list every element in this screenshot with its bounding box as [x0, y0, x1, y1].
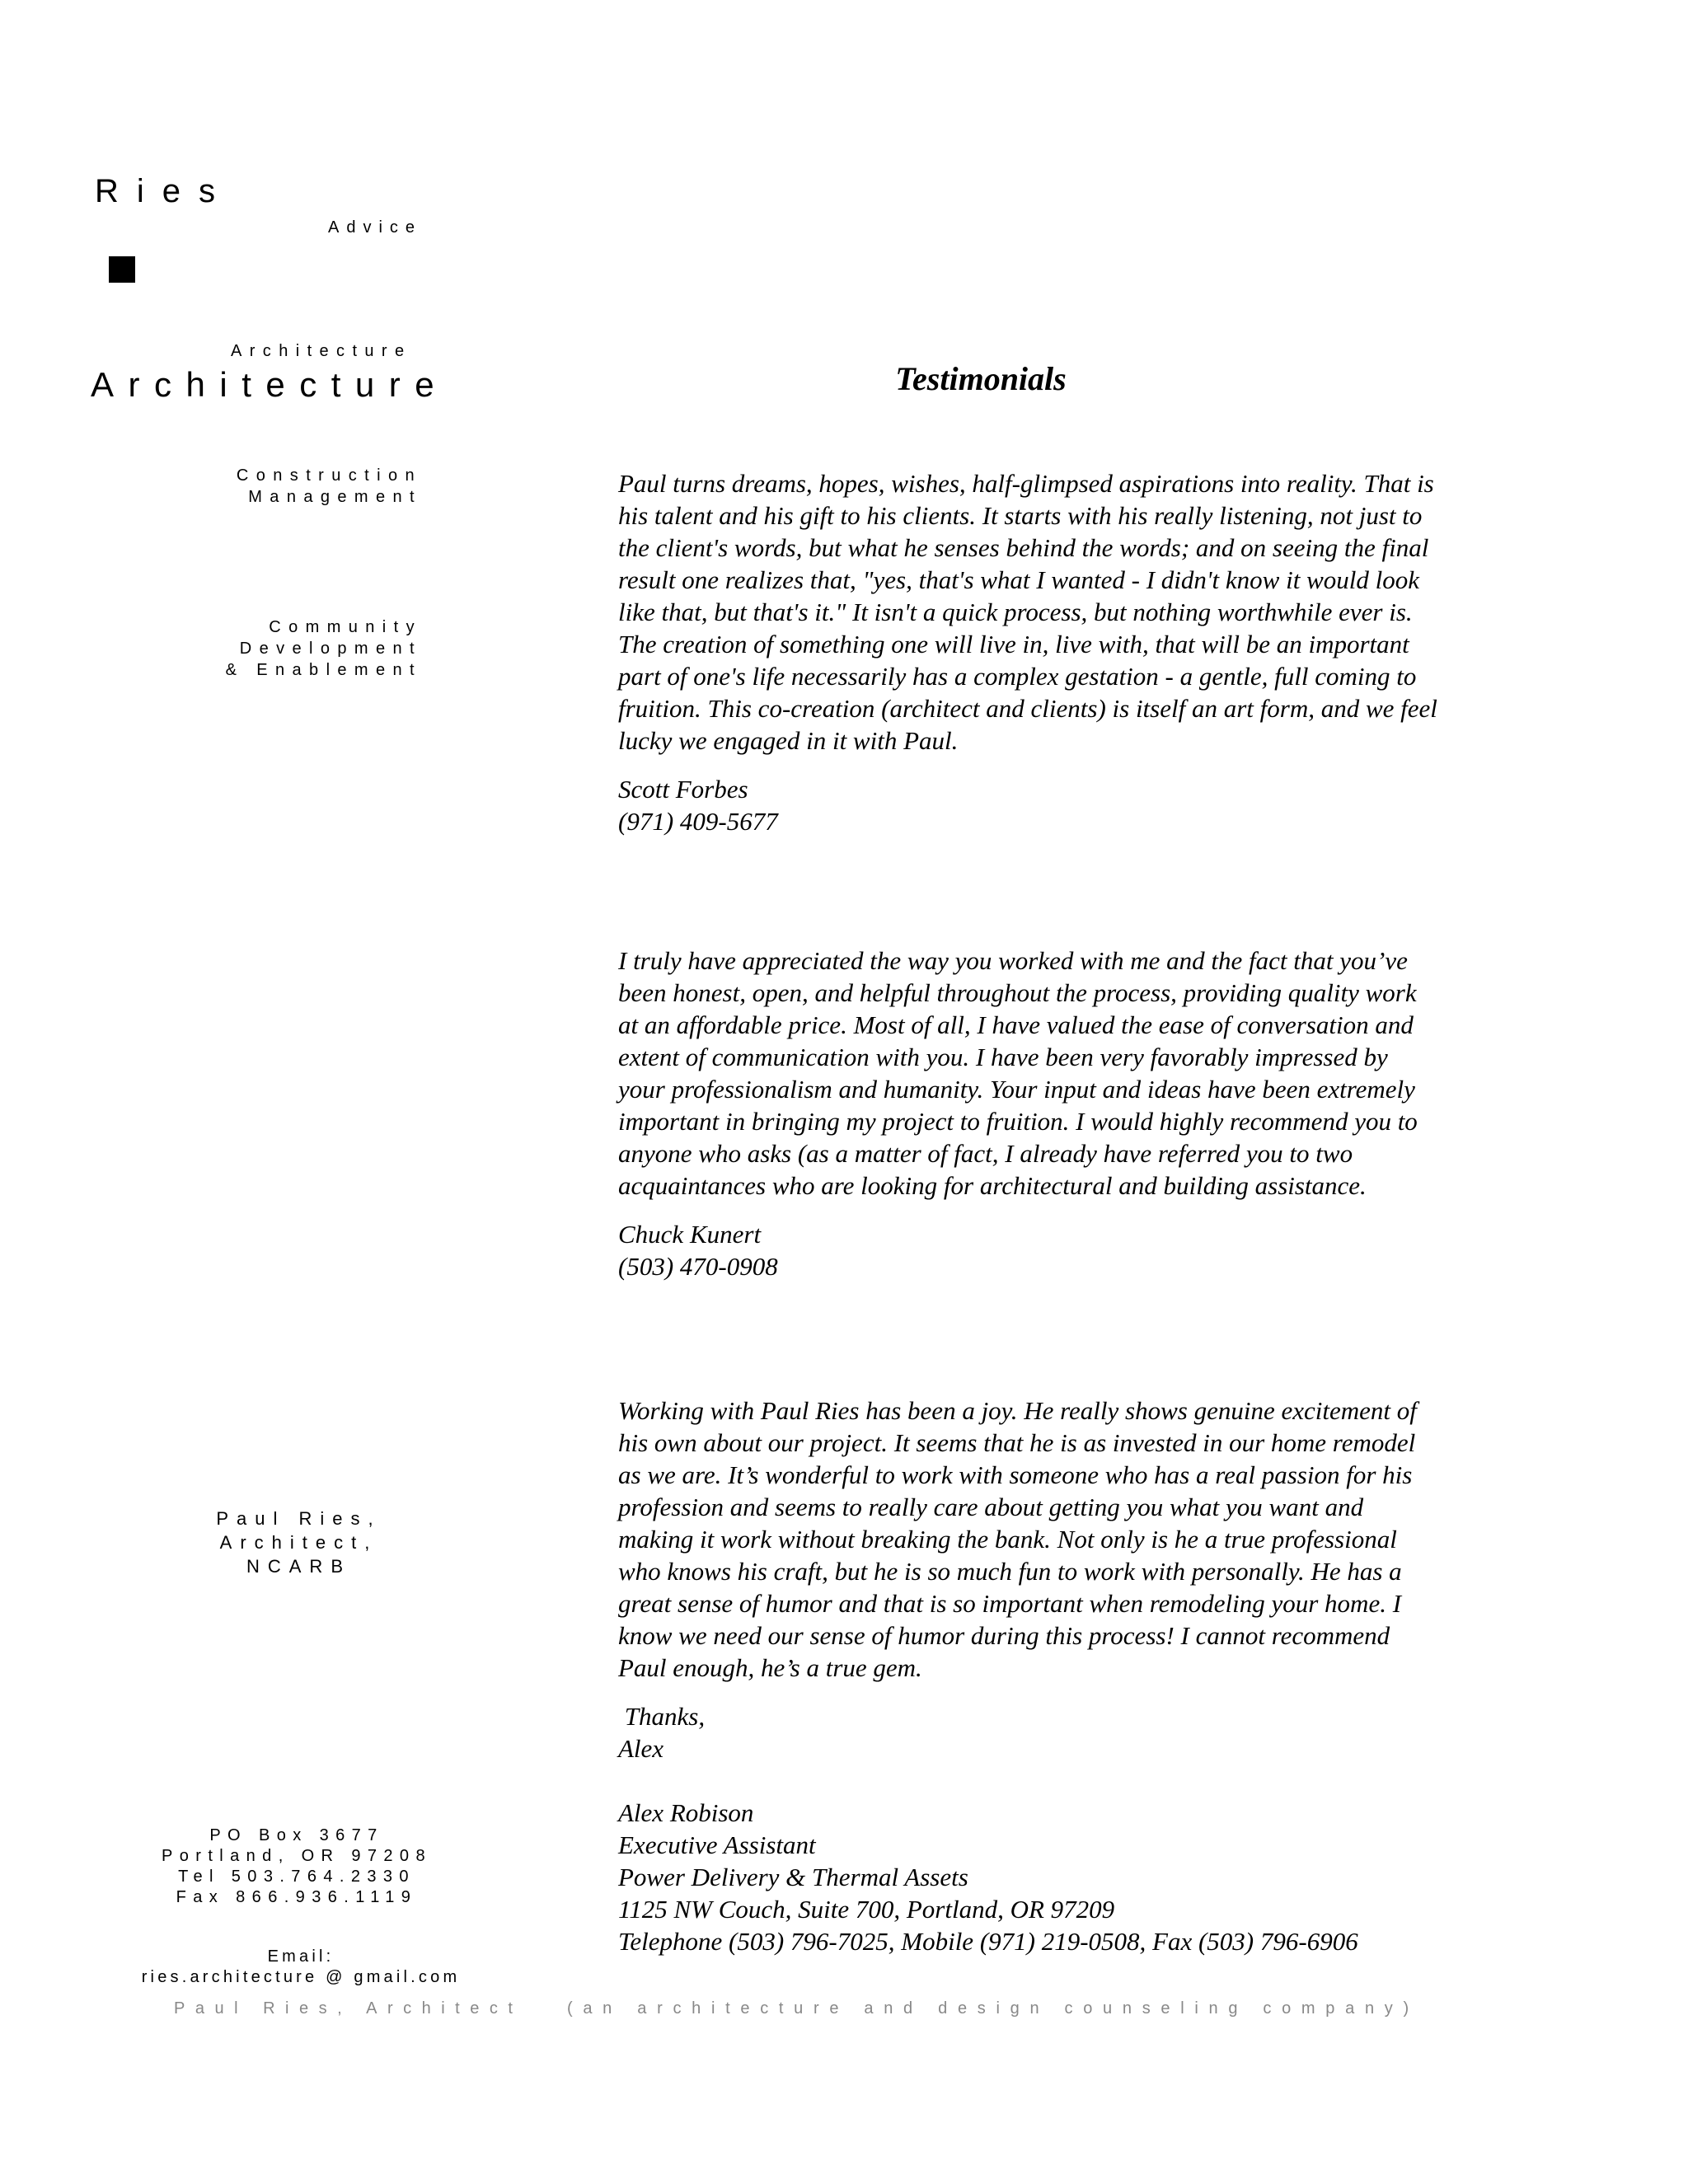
testimonial-line: making it work without breaking the bank. Not only is he a true professional: [618, 1525, 1397, 1554]
credential-line: Paul Ries,: [216, 1508, 382, 1529]
testimonial-line: the client's words, but what he senses behind the words; and on seeing the final: [618, 533, 1429, 562]
credential-line: Architect,: [219, 1532, 378, 1553]
address-line: Tel 503.764.2330: [178, 1868, 415, 1886]
email-label: Email:: [267, 1947, 335, 1966]
testimonial-alex-robison: [618, 1394, 1521, 1957]
email-address[interactable]: ries.architecture @ gmail.com: [141, 1968, 461, 1986]
testimonial-line: The creation of something one will live in, live with, that will be an important: [618, 630, 1409, 658]
testimonial-line: extent of communication with you. I have been very favorably impressed by: [618, 1043, 1388, 1071]
signature-name: Scott Forbes: [618, 775, 748, 804]
testimonial-line: as we are. It’s wonderful to work with someone who has a real passion for his: [618, 1460, 1413, 1489]
testimonial-line: know we need our sense of humor during this process! I cannot recommend: [618, 1621, 1390, 1650]
brand-architecture-small: Architecture: [231, 342, 412, 360]
contact-title: Executive Assistant: [618, 1830, 816, 1859]
testimonial-body: [618, 467, 1521, 757]
service-line: Construction: [236, 466, 422, 485]
testimonial-signature: [618, 1700, 1521, 1957]
service-construction-management: [237, 465, 422, 508]
testimonial-line: been honest, open, and helpful throughout the process, providing quality work: [618, 978, 1417, 1007]
testimonial-line: important in bringing my project to fruition. I would highly recommend you to: [618, 1107, 1418, 1136]
testimonial-line: your professionalism and humanity. Your input and ideas have been extremely: [618, 1075, 1415, 1104]
testimonial-chuck-kunert: [618, 944, 1521, 1282]
spacer: [618, 1765, 1521, 1797]
logo-square: [109, 256, 135, 283]
contact-address: 1125 NW Couch, Suite 700, Portland, OR 97209: [618, 1895, 1115, 1924]
address-line: PO Box 3677: [209, 1826, 384, 1844]
page-title: Testimonials: [895, 360, 1067, 397]
testimonial-line: Paul turns dreams, hopes, wishes, half-glimpsed aspirations into reality. That is: [618, 469, 1434, 498]
testimonial-signature: [618, 773, 1521, 837]
address-line: Fax 866.936.1119: [176, 1888, 418, 1906]
service-community-development: [226, 616, 422, 681]
testimonial-line: his talent and his gift to his clients. It starts with his really listening, not just to: [618, 501, 1423, 530]
brand-advice: Advice: [328, 218, 423, 237]
service-line: & Enablement: [225, 661, 422, 679]
email-block: [107, 1947, 495, 1988]
contact-name: Alex Robison: [618, 1798, 754, 1827]
brand-architecture-large: Architecture: [91, 365, 449, 404]
postal-address: [157, 1825, 437, 1908]
service-line: Community: [269, 618, 422, 636]
testimonial-line: his own about our project. It seems that he is as invested in our home remodel: [618, 1428, 1416, 1457]
testimonial-line: anyone who asks (as a matter of fact, I already have referred you to two: [618, 1139, 1353, 1168]
testimonial-line: result one realizes that, "yes, that's what I wanted - I didn't know it would look: [618, 565, 1419, 594]
service-line: Development: [239, 640, 422, 658]
testimonial-body: [618, 1394, 1521, 1684]
testimonial-body: [618, 944, 1521, 1202]
brand-name: Ries: [95, 173, 234, 209]
testimonial-signature: [618, 1218, 1521, 1282]
testimonial-line: Paul enough, he’s a true gem.: [618, 1653, 922, 1682]
testimonial-line: fruition. This co-creation (architect and clients) is itself an art form, and we feel: [618, 694, 1437, 723]
credential-line: NCARB: [246, 1556, 351, 1577]
testimonial-line: I truly have appreciated the way you worked with me and the fact that you’ve: [618, 946, 1408, 975]
testimonial-line: like that, but that's it." It isn't a quick process, but nothing worthwhile ever is.: [618, 598, 1413, 626]
footer-company-name: Paul Ries, Architect: [174, 1999, 523, 2018]
testimonial-line: great sense of humor and that is so important when remodeling your home. I: [618, 1589, 1402, 1618]
testimonial-line: profession and seems to really care about getting you what you want and: [618, 1493, 1364, 1521]
testimonial-line: part of one's life necessarily has a complex gestation - a gentle, full coming to: [618, 662, 1417, 691]
signature-phone: (503) 470-0908: [618, 1252, 778, 1281]
signature-phone: (971) 409-5677: [618, 807, 778, 836]
contact-department: Power Delivery & Thermal Assets: [618, 1863, 968, 1891]
testimonial-line: lucky we engaged in it with Paul.: [618, 726, 959, 755]
testimonial-line: acquaintances who are looking for architectural and building assistance.: [618, 1171, 1367, 1200]
testimonial-line: Working with Paul Ries has been a joy. He really shows genuine excitement of: [618, 1396, 1417, 1425]
footer-tagline: (an architecture and design counseling company): [567, 1999, 1419, 2018]
contact-phones: Telephone (503) 796-7025, Mobile (971) 219-0508, Fax (503) 796-6906: [618, 1927, 1358, 1956]
signature-name: Alex: [618, 1734, 664, 1763]
signature-closing: Thanks,: [618, 1702, 706, 1731]
testimonial-scott-forbes: [618, 467, 1521, 837]
service-line: Management: [248, 488, 422, 506]
address-line: Portland, OR 97208: [162, 1847, 432, 1865]
architect-credentials: [173, 1507, 424, 1578]
signature-name: Chuck Kunert: [618, 1220, 762, 1249]
testimonial-line: at an affordable price. Most of all, I have valued the ease of conversation and: [618, 1010, 1414, 1039]
testimonial-line: who knows his craft, but he is so much fun to work with personally. He has a: [618, 1557, 1402, 1586]
